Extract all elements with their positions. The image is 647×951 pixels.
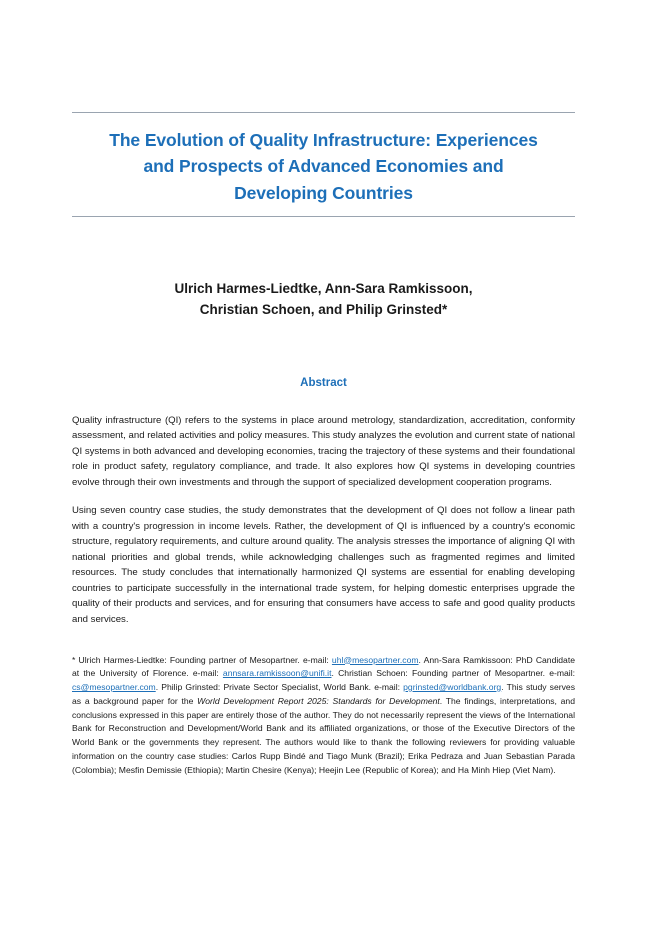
author-line-2: Christian Schoen, and Philip Grinsted* — [199, 301, 448, 317]
author-list — [72, 279, 575, 321]
footnote-seg-5: . This study serves as a background paper for the — [72, 682, 575, 706]
paper-page — [0, 112, 647, 951]
abstract-body — [72, 413, 575, 628]
title-line-2: and Prospects of Advanced Economies and — [143, 156, 504, 177]
author-line-1: Ulrich Harmes-Liedtke, Ann-Sara Ramkissoon, — [174, 280, 473, 296]
abstract-paragraph-2: Using seven country case studies, the study demonstrates that the development of QI does not follow a linear path with a country's progression in income levels. Rather, the development of QI is influenced by a country's economic structure, regulatory requirements, and culture around quality. The analysis stresses the importance of aligning QI with national priorities and global trends, while acknowledging challenges such as fragmented regimes and limited resources. The study concludes that internationally harmonized QI systems are essential for enabling developing countries to participate successfully in the international trade system, for helping domestic enterprises upgrade the quality of their products and services, and for ensuring that consumers have access to safe and good quality products and services. — [72, 505, 575, 625]
title-line-3: Developing Countries — [234, 182, 413, 203]
abstract-heading: Abstract — [300, 376, 347, 389]
footnote-seg-2: . Ann-Sara Ramkissoon: PhD Candidate at the University of Florence. e-mail: — [72, 654, 575, 679]
footnote-seg-6: . The findings, interpretations, and conclusions expressed in this paper are entirely those of the author. They do not necessarily represent the views of the International Bank for Reconstruction and Development/World Bank and its affiliated organizations, or those of the Executive Directors of the World Bank or the governments they represent. The authors would like to thank the following reviewers for providing valuable information on the country case studies: Carlos Rupp Bindé and Tiago Munk (Brazil); Erika Pedraza and Juan Sebastian Parada (Colombia); Mesfin Demissie (Ethiopia); Martin Chesire (Kenya); Heejin Lee (Republic of Korea); and Ha Minh Hiep (Viet Nam). — [72, 695, 575, 775]
email-link-pgrinsted[interactable]: pgrinsted@worldbank.org — [403, 682, 502, 692]
title-top-rule — [72, 112, 575, 113]
email-link-uhl[interactable]: uhl@mesopartner.com — [331, 654, 419, 665]
footnote-report-title: World Development Report 2025: Standards for Development — [197, 695, 440, 706]
title-line-1: The Evolution of Quality Infrastructure: Experiences — [109, 130, 538, 150]
footnote-block — [72, 654, 575, 778]
email-link-cs[interactable]: cs@mesopartner.com — [72, 682, 156, 692]
title-bottom-rule — [72, 216, 575, 217]
email-link-annsara[interactable]: annsara.ramkissoon@unifi.it — [222, 668, 332, 679]
footnote-seg-1: * Ulrich Harmes-Liedtke: Founding partner of Mesopartner. e-mail: — [72, 654, 332, 665]
page-title — [72, 127, 575, 206]
footnote-seg-4: . Philip Grinsted: Private Sector Specialist, World Bank. e-mail: — [155, 682, 404, 692]
abstract-paragraph-1: Quality infrastructure (QI) refers to the systems in place around metrology, standardization, accreditation, conformity assessment, and related activities and policy measures. This study analyzes the evolution and current state of national QI systems in both advanced and developing economies, tracing the trajectory of these systems and their foundational role in product safety, regulatory compliance, and trade. It also explores how QI systems in developing countries evolve through their own investments and through the support of specialized development cooperation programs. — [72, 414, 575, 488]
footnote-seg-3: . Christian Schoen: Founding partner of Mesopartner. e-mail: — [331, 668, 575, 679]
